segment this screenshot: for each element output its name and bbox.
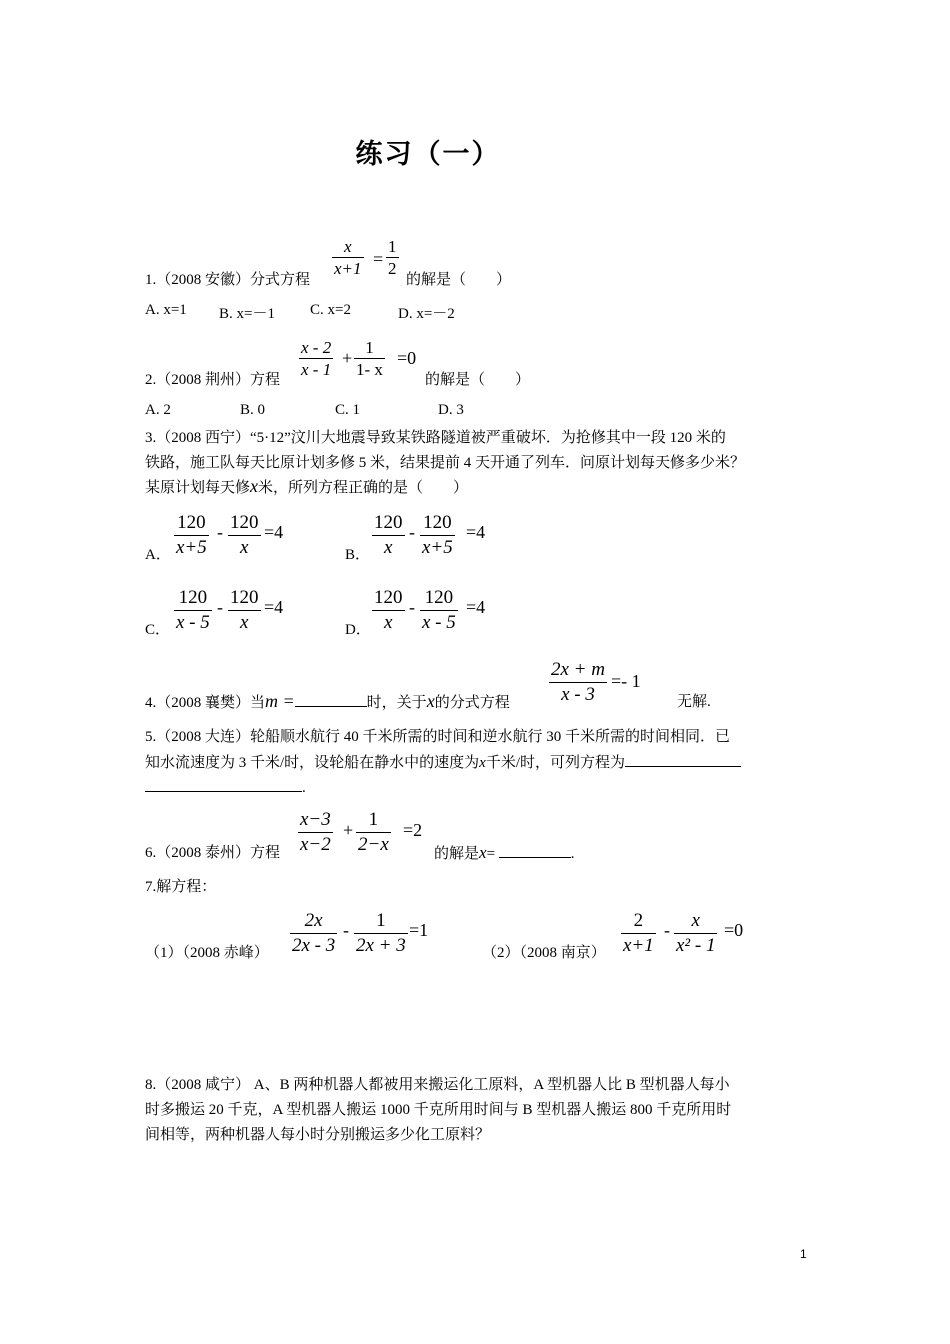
q7-part-2-minus: - [664,920,670,940]
q1-suffix: 的解是（ ） [406,272,512,288]
q2-option-d: D. 3 [438,402,464,418]
q3-option-a-fraction-1: 120 x+5 [176,512,207,558]
q3-option-d-rhs: =4 [466,597,486,617]
q1-option-b: B. x=－1 [219,306,275,322]
q5-answer-blank-1 [625,750,741,767]
q2-rhs: =0 [397,348,417,368]
q7-part-1-label: （1）（2008 赤峰） [145,945,269,961]
q8-line-3: 间相等，两种机器人每小时分别搬运多少化工原料？ [145,1127,491,1143]
q1-prefix: 1.（2008 安徽）分式方程 [145,272,311,288]
page-number: 1 [800,1247,807,1261]
q5-line-1: 5.（2008 大连）轮船顺水航行 40 千米所需的时间和逆水航行 30 千米所需的时间相同．已 [145,729,731,745]
q7-heading: 7.解方程： [145,879,217,895]
q7-part-2-fraction-2: x x² - 1 [676,910,716,956]
q4-fraction: 2x + m x - 3 [551,659,605,705]
q1-option-a: A. x=1 [145,302,187,318]
q5-answer-blank-2 [145,775,302,792]
q2-option-a: A. 2 [145,402,171,418]
q3-option-b-fraction-2: 120 x+5 [422,512,453,558]
q7-part-2-fraction-1: 2 x+1 [623,910,654,956]
q6-prefix: 6.（2008 泰州）方程 [145,845,281,861]
q8-line-1: 8.（2008 咸宁） A、B 两种机器人都被用来搬运化工原料，A 型机器人比 B 型机器人每小 [145,1077,730,1093]
q4-suffix: 无解. [677,694,711,710]
q7-part-1-minus: - [343,920,349,940]
q3-line-3: 某原计划每天修x米，所列方程正确的是（ ） [145,476,469,496]
q3-option-b-rhs: =4 [466,522,486,542]
q3-option-d-fraction-1: 120 x [374,587,403,633]
q3-option-c-fraction-2: 120 x [230,587,259,633]
q1-equals: = [373,249,384,269]
q2-prefix: 2.（2008 荆州）方程 [145,372,281,388]
q4-text: 4.（2008 襄樊）当m = 时，关于x的分式方程 [145,691,510,711]
q8-line-2: 时多搬运 20 千克，A 型机器人搬运 1000 千克所用时间与 B 型机器人搬运 800 千克所用时 [145,1102,732,1118]
q1-fraction-right: 1 2 [388,237,397,278]
q3-option-b-fraction-1: 120 x [374,512,403,558]
q3-option-c-minus: - [217,597,223,617]
q2-fraction-left: x - 2 x - 1 [301,338,332,379]
q6-rhs: =2 [403,820,423,840]
q3-option-d-fraction-2: 120 x - 5 [422,587,456,633]
q2-plus: + [342,348,353,368]
q6-answer-blank [499,841,571,858]
q6-fraction-left: x−3 x−2 [300,809,331,855]
q3-option-c-label: C． [145,622,171,638]
q7-part-2-rhs: =0 [724,920,744,940]
q3-option-d-label: D． [345,622,371,638]
q7-part-1-fraction-2: 1 2x + 3 [356,910,406,956]
q3-option-d-minus: - [409,597,415,617]
q7-part-1-rhs: =1 [409,920,429,940]
q3-option-a-minus: - [217,522,223,542]
q6-plus: + [343,820,354,840]
q6-fraction-right: 1 2−x [358,809,389,855]
q3-option-b-minus: - [409,522,415,542]
q2-option-c: C. 1 [335,402,361,418]
q5-line-2: 知水流速度为 3 千米/时，设轮船在静水中的速度为x千米/时，可列方程为 [145,750,741,772]
q1-fraction-left: x x+1 [334,237,362,278]
q3-line-1: 3.（2008 西宁）“5·12”汶川大地震导致某铁路隧道被严重破坏．为抢修其中一段 120 米的 [145,430,726,446]
q7-part-1-fraction-1: 2x 2x - 3 [292,910,336,956]
q3-option-a-label: A． [145,547,171,563]
q4-answer-blank [295,690,367,707]
q3-option-a-fraction-2: 120 x [230,512,259,558]
q3-option-a-rhs: =4 [264,522,284,542]
q3-option-b-label: B． [345,547,371,563]
q3-option-c-rhs: =4 [264,597,284,617]
q2-option-b: B. 0 [240,402,266,418]
q2-fraction-right: 1 1- x [356,338,383,379]
q7-part-2-label: （2）（2008 南京） [482,945,606,961]
q6-suffix: 的解是x= . [434,843,575,862]
q4-rhs: =- 1 [611,671,641,691]
page-title: 练习（一） [355,139,501,170]
q1-option-c: C. x=2 [310,302,351,318]
q1-option-d: D. x=－2 [398,306,455,322]
q2-suffix: 的解是（ ） [425,372,531,388]
q5-line-3: . [145,775,306,797]
q3-line-2: 铁路，施工队每天比原计划多修 5 米，结果提前 4 天开通了列车．问原计划每天修多少米？ [145,455,746,471]
q3-option-c-fraction-1: 120 x - 5 [176,587,210,633]
